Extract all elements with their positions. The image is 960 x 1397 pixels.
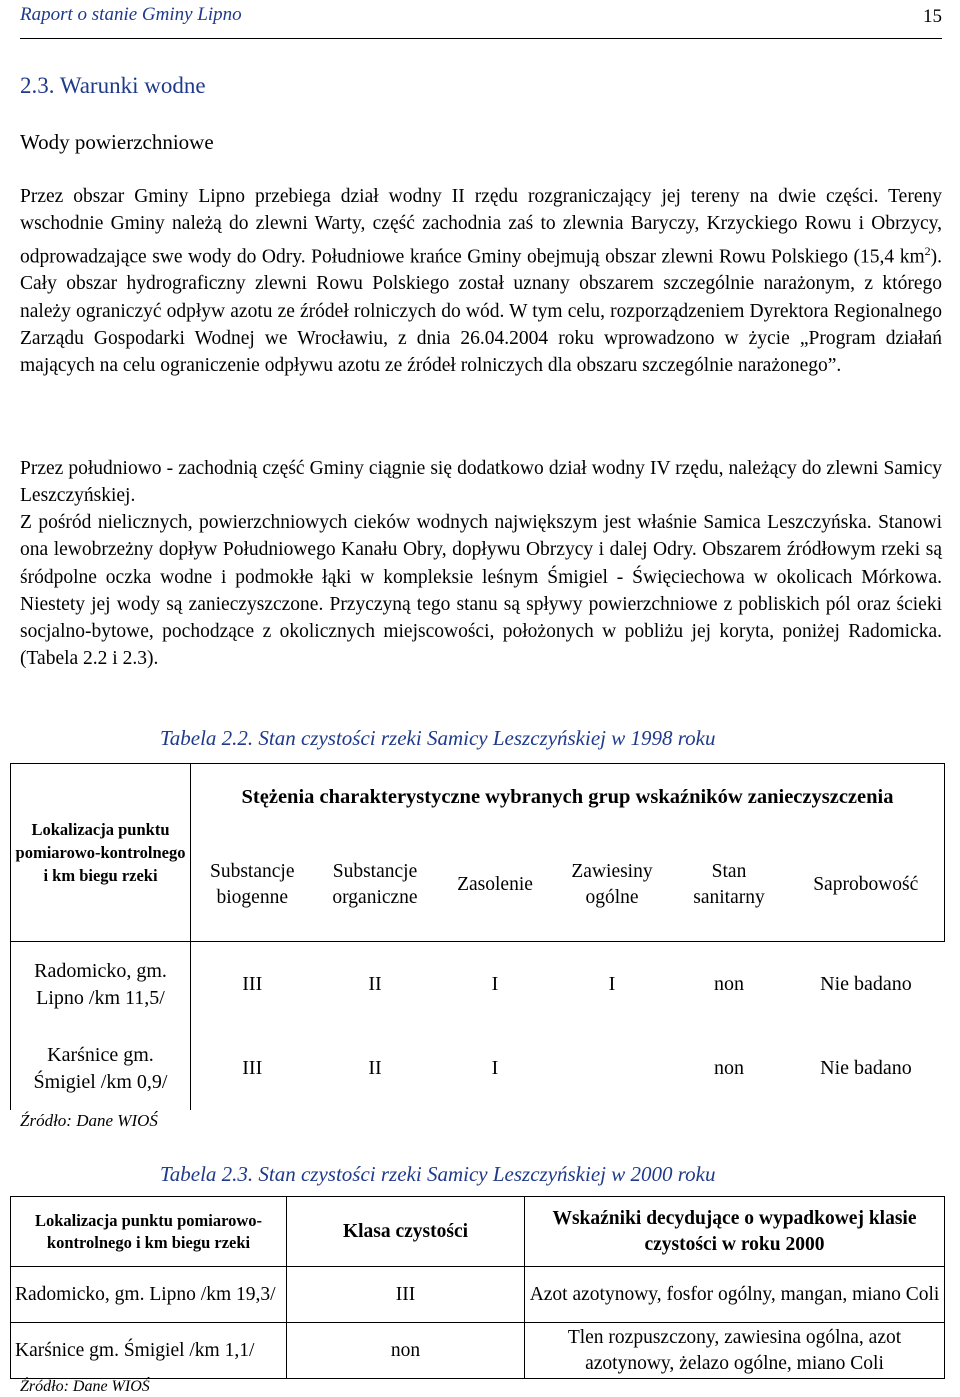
location-cell: Radomicko, gm. Lipno /km 19,3/	[11, 1267, 287, 1323]
subheader: Substancje organiczne	[314, 830, 437, 942]
table1-caption: Tabela 2.2. Stan czystości rzeki Samicy Leszczyńskiej w 1998 roku	[160, 726, 716, 750]
class-header: Klasa czystości	[287, 1197, 525, 1267]
value-cell: II	[368, 973, 382, 996]
value-cell: II	[368, 1057, 382, 1079]
value-cell: I	[491, 1057, 499, 1079]
paragraph-2: Przez południowo - zachodnią część Gminy ciągnie się dodatkowo dział wodny IV rzędu, należący do zlewni Samicy Leszczyńskiej.	[20, 458, 942, 507]
table2-caption: Tabela 2.3. Stan czystości rzeki Samicy Leszczyńskiej w 2000 roku	[160, 1162, 716, 1186]
page-header	[20, 0, 942, 39]
value-cell: III	[242, 1057, 263, 1079]
subheader: Stan sanitarny	[671, 830, 788, 942]
group-header: Stężenia charakterystyczne wybranych grup wskaźników zanieczyszczenia	[191, 764, 945, 830]
subheader: Saprobowość	[788, 830, 945, 942]
value-cell: non	[714, 973, 744, 996]
table-row	[11, 1267, 945, 1323]
paragraph-1	[20, 183, 942, 380]
subheader: Substancje biogenne	[191, 830, 314, 942]
table-1998	[10, 763, 945, 1110]
paragraph-1-text-b: ). Cały obszar hydrograficzny zlewni Rowu Polskiego został uznany obszarem szczególnie narażonym, z którego należy ograniczyć odpływ azotu ze źródeł rolniczych do wód. W tym celu, rozporządzeniem Dyrektora Regionalnego Zarządu Gospodarki Wodnej we Wrocławiu, z dnia 26.04.2004 roku wprowadzono w życie „Program działań mających na celu ograniczenie odpływu azotu ze źródeł rolniczych dla obszaru szczególnie narażonego”.	[20, 246, 942, 377]
superscript: 2	[924, 243, 931, 258]
table2-source: Źródło: Dane WIOŚ	[20, 1378, 150, 1395]
indicators-cell: Tlen rozpuszczony, zawiesina ogólna, azot azotynowy, żelazo ogólne, miano Coli	[525, 1323, 945, 1379]
location-cell: Karśnice gm. Śmigiel /km 1,1/	[11, 1323, 287, 1379]
table-row	[11, 1323, 945, 1379]
indicators-cell: Azot azotynowy, fosfor ogólny, mangan, miano Coli	[525, 1267, 945, 1323]
location-header: Lokalizacja punktu pomiarowo-kontrolnego i km biegu rzeki	[11, 764, 191, 942]
table-row	[11, 1028, 945, 1110]
subsection-title: Wody powierzchniowe	[20, 130, 214, 154]
subheader: Zasolenie	[437, 830, 554, 942]
location-cell: Radomicko, gm. Lipno /km 11,5/	[11, 942, 191, 1028]
paragraph-1-text-a: Przez obszar Gminy Lipno przebiega dział wodny II rzędu rozgraniczający jej tereny na dwie części. Tereny wschodnie Gminy należą do zlewni Warty, część zachodnia zaś to zlewnia Baryczy, Krzyckiego Rowu i Obrzycy, odprowadzające swe wody do Odry. Południowe krańce Gminy obejmują obszar zlewni Rowu Polskiego (15,4 km	[20, 186, 942, 268]
value-cell: I	[608, 973, 616, 996]
value-cell: Nie badano	[820, 973, 912, 996]
table-row	[11, 942, 945, 1028]
page-number: 15	[923, 6, 942, 27]
indicators-header: Wskaźniki decydujące o wypadkowej klasie czystości w roku 2000	[525, 1197, 945, 1267]
value-cell: Nie badano	[820, 1057, 912, 1079]
section-title: 2.3. Warunki wodne	[20, 73, 206, 98]
class-cell: non	[287, 1323, 525, 1379]
value-cell: non	[714, 1057, 744, 1079]
value-cell	[554, 1028, 671, 1110]
paragraph-3: Z pośród nielicznych, powierzchniowych cieków wodnych największym jest właśnie Samica Leszczyńska. Stanowi ona lewobrzeżny dopływ Południowego Kanału Obry, dopływu Obrzycy i dalej Odry. Obszarem źródłowym rzeki są śródpolne oczka wodne i podmokłe łąki w kompleksie leśnym Śmigiel - Święciechowa w okolicach Mórkowa. Niestety jej wody są zanieczyszczone. Przyczyną tego stanu są spływy powierzchniowe z pobliskich pól oraz ścieki socjalno-bytowe, pochodzące z okolicznych miejscowości, położonych w pobliżu jej koryta, poniżej Radomicka.(Tabela 2.2 i 2.3).	[20, 512, 942, 670]
table-2000	[10, 1196, 945, 1379]
value-cell: III	[242, 973, 263, 996]
table1-source: Źródło: Dane WIOŚ	[20, 1111, 158, 1130]
report-title: Raport o stanie Gminy Lipno	[20, 4, 242, 25]
class-cell: III	[287, 1267, 525, 1323]
location-header: Lokalizacja punktu pomiarowo-kontrolnego i km biegu rzeki	[11, 1197, 287, 1267]
value-cell: I	[491, 973, 499, 996]
subheader: Zawiesiny ogólne	[554, 830, 671, 942]
location-cell: Karśnice gm. Śmigiel /km 0,9/	[11, 1028, 191, 1110]
